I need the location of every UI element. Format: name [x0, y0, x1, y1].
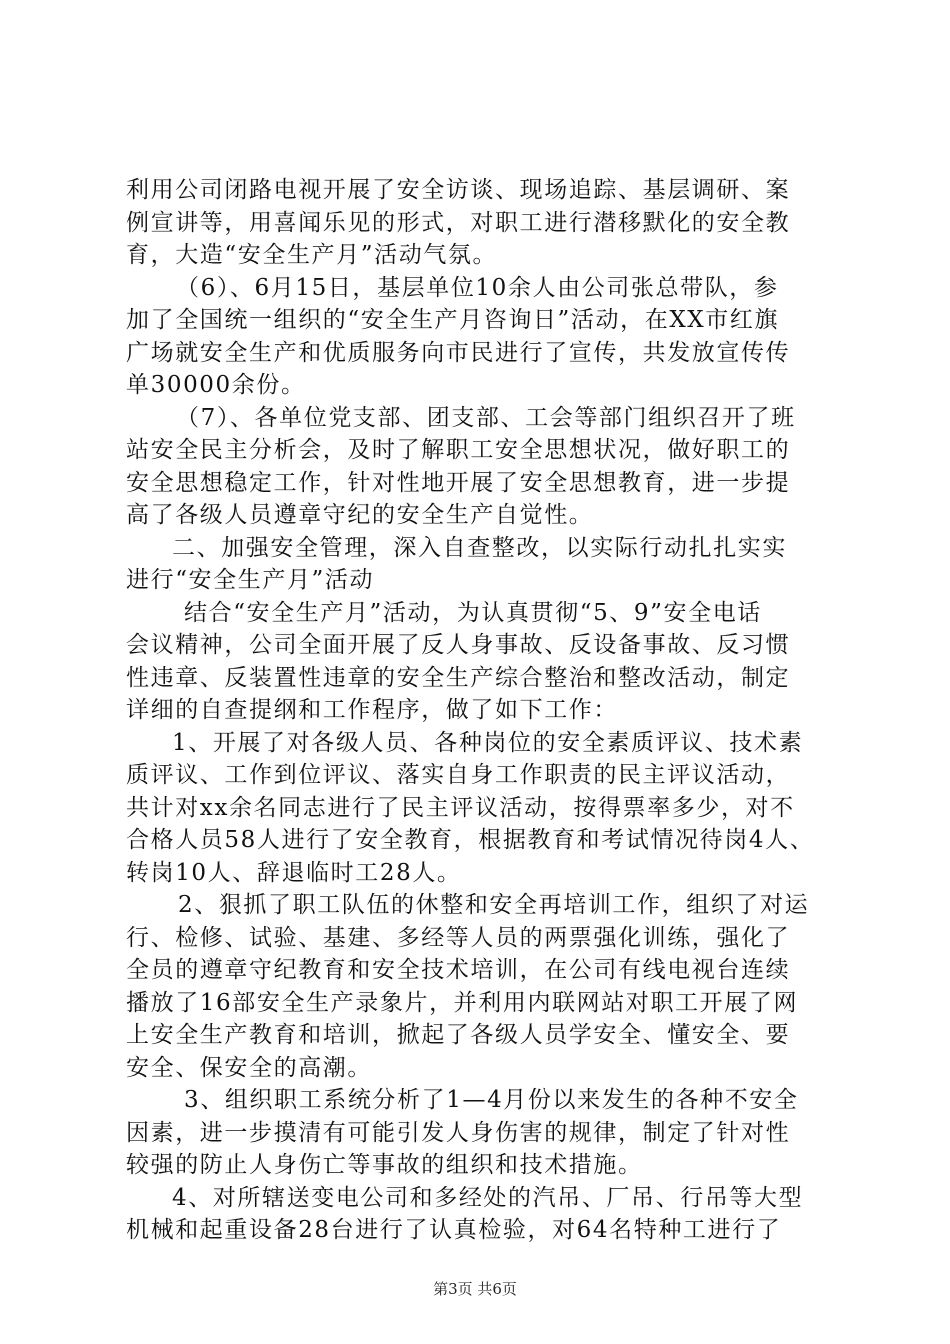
text-line: 育，大造“安全生产月”活动气氛。 — [126, 242, 498, 268]
text-line: 转岗10人、辞退临时工28人。 — [126, 859, 462, 886]
text-line: 单30000余份。 — [126, 372, 306, 398]
text-line: 全员的遵章守纪教育和安全技术培训，在公司有线电视台连续 — [126, 957, 791, 983]
text-line: 3、组织职工系统分析了1—4月份以来发生的各种不安全 — [184, 1087, 799, 1113]
page-number: 第3页 共6页 — [433, 1280, 517, 1298]
text-line: 站安全民主分析会，及时了解职工安全思想状况，做好职工的 — [126, 437, 791, 463]
text-line: 广场就安全生产和优质服务向市民进行了宣传，共发放宣传传 — [126, 339, 791, 366]
document-body — [126, 174, 831, 1247]
text-line: 共计对xx余名同志进行了民主评议活动，按得票率多少，对不 — [126, 794, 795, 821]
text-line: 利用公司闭路电视开展了安全访谈、现场追踪、基层调研、案 — [126, 177, 791, 203]
text-line: 4、对所辖送变电公司和多经处的汽吊、厂吊、行吊等大型 — [172, 1184, 804, 1211]
text-line: 上安全生产教育和培训，掀起了各级人员学安全、懂安全、要 — [126, 1022, 791, 1048]
text-line: 安全思想稳定工作，针对性地开展了安全思想教育，进一步提 — [126, 469, 791, 496]
text-line: 质评议、工作到位评议、落实自身工作职责的民主评议活动， — [126, 762, 791, 788]
text-line: （6）、6月15日，基层单位10余人由公司张总带队，参 — [176, 274, 779, 301]
section-heading: 二、加强安全管理，深入自查整改，以实际行动扎扎实实 — [172, 534, 787, 561]
text-line: 高了各级人员遵章守纪的安全生产自觉性。 — [126, 502, 594, 528]
text-line: 例宣讲等，用喜闻乐见的形式，对职工进行潜移默化的安全教 — [126, 209, 791, 236]
text-line: 合格人员58人进行了安全教育，根据教育和考试情况待岗4人、 — [126, 827, 815, 853]
text-line: 详细的自查提纲和工作程序，做了如下工作： — [126, 697, 618, 723]
text-line: 较强的防止人身伤亡等事故的组织和技术措施。 — [126, 1152, 643, 1178]
text-line: 播放了16部安全生产录象片，并利用内联网站对职工开展了网 — [126, 989, 799, 1016]
text-line: 机械和起重设备28台进行了认真检验，对64名特种工进行了 — [126, 1217, 782, 1243]
text-line: 结合“安全生产月”活动，为认真贯彻“5、9”安全电话 — [184, 599, 762, 626]
text-line: 1、开展了对各级人员、各种岗位的安全素质评议、技术素 — [172, 729, 804, 756]
text-line: 性违章、反装置性违章的安全生产综合整治和整改活动，制定 — [126, 664, 791, 691]
text-line: 因素，进一步摸清有可能引发人身伤害的规律，制定了针对性 — [126, 1119, 791, 1146]
text-line: 行、检修、试验、基建、多经等人员的两票强化训练，强化了 — [126, 924, 791, 951]
text-line: （7）、各单位党支部、团支部、工会等部门组织召开了班 — [176, 404, 796, 431]
text-line: 加了全国统一组织的“安全生产月咨询日”活动，在XX市红旗 — [126, 307, 780, 333]
section-heading: 进行“安全生产月”活动 — [126, 567, 375, 593]
text-line: 安全、保安全的高潮。 — [126, 1054, 372, 1081]
text-line: 2、狠抓了职工队伍的休整和安全再培训工作，组织了对运 — [178, 892, 810, 918]
text-line: 会议精神，公司全面开展了反人身事故、反设备事故、反习惯 — [126, 632, 791, 658]
